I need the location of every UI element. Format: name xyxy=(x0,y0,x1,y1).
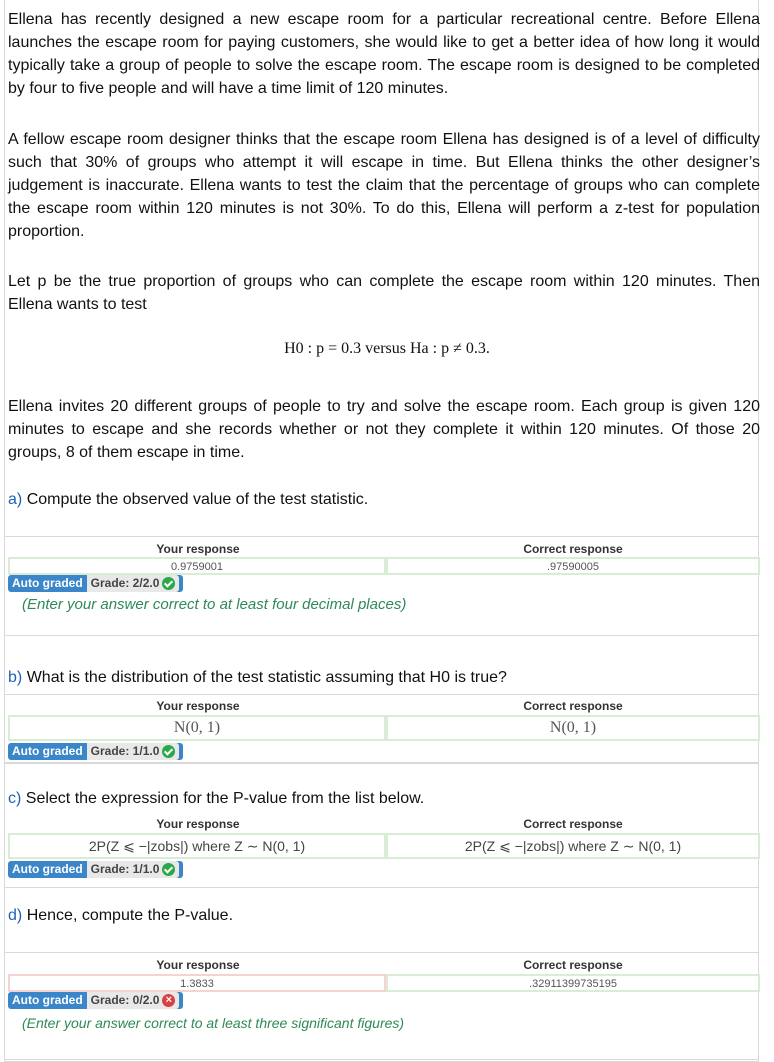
intro-paragraph-3: Let p be the true proportion of groups who can complete the escape room within 120 minutes. Then Ellena wants to test xyxy=(8,273,760,313)
hint-d: (Enter your answer correct to at least three significant figures) xyxy=(22,1015,405,1031)
intro-paragraph-1: Ellena has recently designed a new escape room for a particular recreational centre. Before Ellena launches the escape room for paying customers, she would like to get a better idea of how long it would typically take a group of people to solve the escape room. The escape room is designed to be completed by four to five people and will have a time limit of 120 minutes. xyxy=(8,11,760,97)
hint-a: (Enter your answer correct to at least four decimal places) xyxy=(22,596,407,613)
grade-b xyxy=(87,743,180,760)
your-response-d: 1.3833 xyxy=(8,974,386,992)
grade-a xyxy=(87,575,180,592)
auto-graded-label-a: Auto graded xyxy=(12,576,83,590)
check-circle-icon xyxy=(162,577,175,590)
correct-response-header-d: Correct response xyxy=(523,958,623,972)
question-a xyxy=(8,489,368,511)
grade-d-text: Grade: 0/2.0 xyxy=(90,993,160,1007)
auto-graded-badge-d xyxy=(8,992,183,1009)
correct-response-a: .97590005 xyxy=(386,557,760,575)
question-b-text: What is the distribution of the test statistic assuming that H0 is true? xyxy=(26,669,507,686)
question-d xyxy=(8,905,233,927)
x-circle-icon: × xyxy=(162,994,175,1007)
question-d-label: d) xyxy=(8,907,23,924)
grade-d xyxy=(87,992,180,1009)
grade-b-text: Grade: 1/1.0 xyxy=(90,744,160,758)
question-a-label: a) xyxy=(8,491,23,508)
question-c-text: Select the expression for the P-value from the list below. xyxy=(25,790,425,807)
auto-graded-badge-a xyxy=(8,575,183,592)
auto-graded-label-c: Auto graded xyxy=(12,862,83,876)
auto-graded-label-d: Auto graded xyxy=(12,993,83,1007)
question-c-label: c) xyxy=(8,790,22,807)
grade-c-text: Grade: 1/1.0 xyxy=(90,862,160,876)
auto-graded-badge-b xyxy=(8,743,183,760)
your-response-header-d: Your response xyxy=(156,958,240,972)
your-response-b: N(0, 1) xyxy=(8,715,386,741)
intro-paragraph-2: A fellow escape room designer thinks that the escape room Ellena has designed is of a level of difficulty such that 30% of groups who attempt it will escape in time. But Ellena thinks the other designer’s judgement is inaccurate. Ellena wants to test the claim that the percentage of groups who can complete the escape room within 120 minutes is not 30%. To do this, Ellena will perform a z-test for population proportion. xyxy=(8,131,760,240)
hypothesis-statement: H0 : p = 0.3 versus Ha : p ≠ 0.3. xyxy=(284,340,490,357)
your-response-a: 0.9759001 xyxy=(8,557,386,575)
intro-paragraph-4: Ellena invites 20 different groups of people to try and solve the escape room. Each group is given 120 minutes to escape and she records whether or not they complete it within 120 minutes. Of those 20 groups, 8 of them escape in time. xyxy=(8,398,760,461)
auto-graded-badge-c xyxy=(8,861,183,878)
correct-response-header-a: Correct response xyxy=(523,542,623,556)
your-response-header-a: Your response xyxy=(156,542,240,556)
grade-c xyxy=(87,861,180,878)
correct-response-b: N(0, 1) xyxy=(386,715,760,741)
correct-response-header-b: Correct response xyxy=(523,699,623,713)
check-circle-icon xyxy=(162,745,175,758)
correct-response-c: 2P(Z ⩽ −|zobs|) where Z ∼ N(0, 1) xyxy=(386,833,760,859)
question-a-text: Compute the observed value of the test statistic. xyxy=(26,491,369,508)
your-response-header-b: Your response xyxy=(156,699,240,713)
question-d-text: Hence, compute the P-value. xyxy=(26,907,234,924)
your-response-header-c: Your response xyxy=(156,817,240,831)
correct-response-d: .32911399735195 xyxy=(386,974,760,992)
grade-a-text: Grade: 2/2.0 xyxy=(90,576,160,590)
auto-graded-label-b: Auto graded xyxy=(12,744,83,758)
your-response-c: 2P(Z ⩽ −|zobs|) where Z ∼ N(0, 1) xyxy=(8,833,386,859)
question-b xyxy=(8,667,507,689)
question-c xyxy=(8,788,424,810)
correct-response-header-c: Correct response xyxy=(523,817,623,831)
check-circle-icon xyxy=(162,863,175,876)
question-b-label: b) xyxy=(8,669,23,686)
